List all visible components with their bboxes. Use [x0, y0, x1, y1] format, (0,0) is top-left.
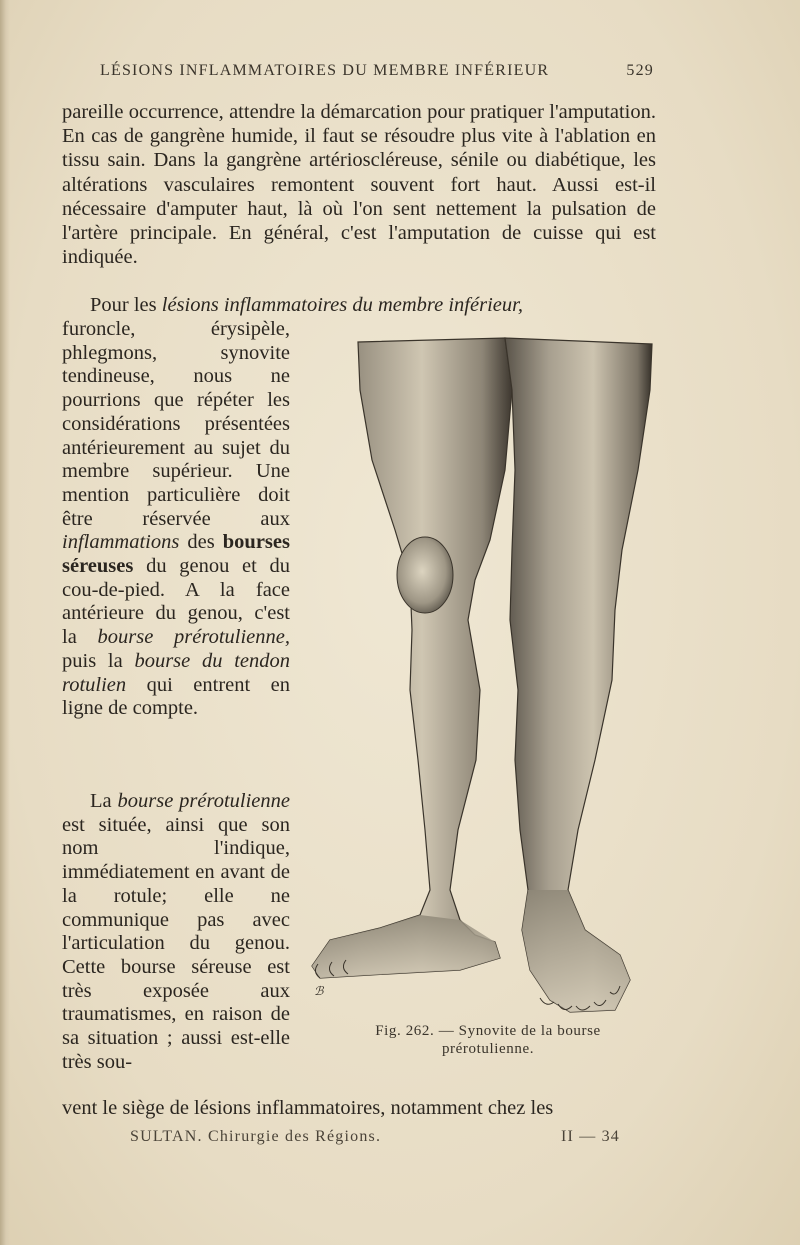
left-leg: [312, 338, 512, 978]
page-footer: [130, 1128, 650, 1146]
paragraph-2-column: furoncle, érysipèle, phlegmons, synovite tendineuse, nous ne pourrions que répéter les considérations présentées antérieurement au sujet du membre supérieur. Une mention particulière doit être réservée aux inflammations des bourses séreuses du genou et du cou-de-pied. A la face antérieure du genou, c'est la bourse prérotulienne, puis la bourse du tendon rotulien qui entrent en ligne de compte.: [62, 318, 291, 720]
paragraph-3-column: La bourse prérotulienne est située, ainsi que son nom l'indique, immédiatement en avant de la rotule; elle ne communique pas avec l'articulation du genou. Cette bourse séreuse est très exposée aux traumatismes, en raison de sa situation ; aussi est-elle très sou-: [62, 790, 290, 1073]
paragraph-1: pareille occurrence, attendre la démarcation pour pratiquer l'amputation. En cas de gangrène humide, il faut se résoudre plus vite à l'ablation en tissu sain. Dans la gangrène artérioscléreuse, sénile ou diabétique, les altérations vasculaires remontent souvent fort haut. Aussi est-il nécessaire d'amputer haut, là où l'on sent nettement la pulsation de l'artère principale. En général, c'est l'amputation de cuisse qui est indiquée.: [62, 101, 656, 269]
page-number: 529: [626, 62, 654, 79]
running-title: LÉSIONS INFLAMMATOIRES DU MEMBRE INFÉRIEUR: [100, 62, 550, 79]
svg-text:ℬ: ℬ: [314, 984, 324, 998]
figure-caption: Fig. 262. — Synovite de la bourse prérotulienne.: [375, 1023, 601, 1057]
running-header: [100, 62, 660, 80]
signature-mark: II — 34: [560, 1128, 620, 1145]
paragraph-2-first-line: Pour les lésions inflammatoires du membre inférieur,: [90, 294, 523, 316]
footer-title: SULTAN. Chirurgie des Régions.: [130, 1128, 382, 1145]
bursa-swelling: [397, 537, 453, 613]
last-line: vent le siège de lésions inflammatoires, notamment chez les: [62, 1097, 554, 1119]
left-foot: [312, 915, 500, 978]
legs-drawing: [300, 330, 660, 1020]
page-edge-shadow: [0, 0, 10, 1245]
figure-legs-illustration: [300, 330, 660, 1020]
